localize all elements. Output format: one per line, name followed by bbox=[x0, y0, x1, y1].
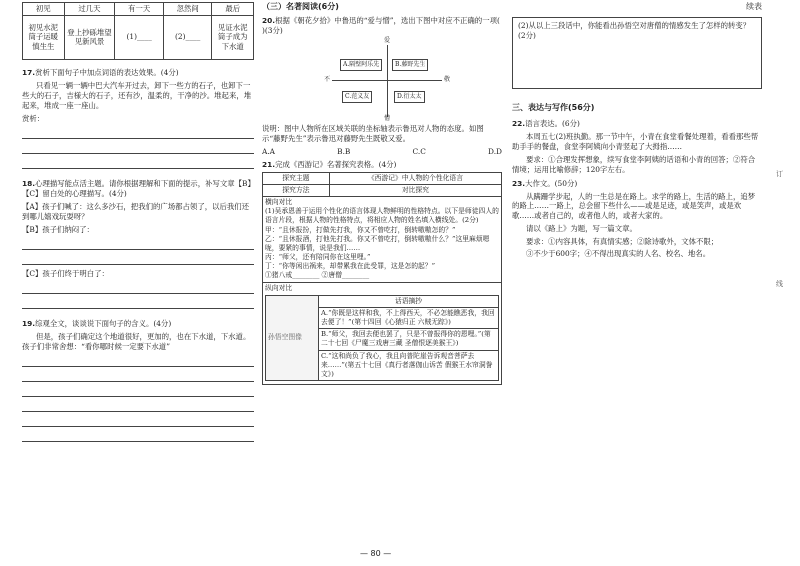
answer-label: 赏析： bbox=[22, 113, 45, 123]
answer-line[interactable] bbox=[22, 429, 254, 442]
excerpt-table bbox=[265, 295, 499, 381]
diagram-box-a: A.隔壁阿乐先 bbox=[340, 59, 382, 71]
table-row bbox=[23, 15, 254, 59]
answer-line[interactable] bbox=[22, 296, 254, 309]
table-cell: 初见水泥筒子运暖慎生生 bbox=[23, 15, 65, 59]
axis-label-right: 敬 bbox=[444, 75, 451, 83]
section-heading: 三、表达与写作(56分) bbox=[512, 102, 595, 112]
table-header-cell: 初见 bbox=[23, 3, 65, 16]
prompt-b: 【B】孩子们纳闷了： bbox=[22, 224, 94, 234]
answer-line[interactable] bbox=[22, 141, 254, 154]
column-right bbox=[512, 0, 762, 259]
table-row bbox=[263, 184, 502, 196]
question-number: 17. bbox=[22, 67, 36, 77]
vertical-axis bbox=[387, 45, 388, 117]
essay-title-instruction: 请以《路上》为题，写一篇文章。 bbox=[526, 224, 637, 234]
exploration-table bbox=[262, 172, 502, 385]
answer-line[interactable] bbox=[22, 281, 254, 294]
question-prompt: 完成《西游记》名著探究表格。(4分) bbox=[275, 159, 397, 169]
question-number: 20. bbox=[262, 15, 276, 25]
table-header-row bbox=[23, 3, 254, 16]
question-22 bbox=[512, 119, 762, 175]
answer-line[interactable] bbox=[22, 354, 254, 367]
table-header-cell: 忽然间 bbox=[163, 3, 212, 16]
answer-line[interactable] bbox=[22, 399, 254, 412]
answer-line[interactable] bbox=[22, 237, 254, 250]
excerpt-c: C.“这和尚负了我心，我且向普陀崖告诉观音菩萨去来……”(第五十七回《真行者落伽山诉苦 假猴王水帘洞誊文》) bbox=[319, 350, 499, 381]
question-number: 23. bbox=[512, 178, 526, 188]
question-number: 22. bbox=[512, 118, 526, 128]
subheading: 横向对比 bbox=[265, 198, 293, 207]
essay-requirements: ③不少于600字；④不得出现真实的人名、校名、地名。 bbox=[526, 249, 711, 259]
table-row bbox=[263, 197, 502, 283]
table-cell bbox=[263, 197, 502, 283]
answer-line[interactable] bbox=[22, 126, 254, 139]
continued-label: 续表 bbox=[746, 2, 762, 11]
table-cell: 见证水泥筒子成为下水道 bbox=[212, 15, 254, 59]
table-cell: 对比探究 bbox=[329, 184, 501, 196]
question-21 bbox=[262, 160, 502, 385]
question-prompt: 语言表达。(6分) bbox=[525, 118, 580, 128]
monkey-king-picture: 孙悟空图像 bbox=[266, 295, 319, 380]
option-d[interactable]: D.D bbox=[488, 146, 502, 156]
question-prompt: 心理描写能点活主题。请你根据理解和下面的提示，补写文章【B】【C】留白处的心理描写。(4分) bbox=[22, 178, 252, 198]
quote-jia: 甲：“且休报扮，打做先打我，你又不曾吃打，倒转嗷嗷怎的？” bbox=[265, 225, 456, 234]
answer-line[interactable] bbox=[22, 369, 254, 382]
continued-box bbox=[512, 17, 762, 89]
table-header-cell: 有一天 bbox=[115, 3, 164, 16]
question-19 bbox=[22, 319, 254, 442]
question-prompt: 综观全文，谈谈说下面句子的含义。(4分) bbox=[35, 318, 172, 328]
essay-requirements: 要求：①内容具体，有真情实感；②除诗歌外，文体不限； bbox=[526, 237, 719, 247]
table-row bbox=[266, 295, 499, 307]
section-heading: （三）名著阅读(6分) bbox=[262, 2, 339, 11]
axis-label-top: 爱 bbox=[384, 36, 391, 44]
requirements-text: 要求：①合理发挥想象，续写食堂李阿姨的话语和小青的回答；②符合情境；运用比喻修辞；120字左右。 bbox=[512, 154, 756, 174]
table-cell bbox=[263, 282, 502, 385]
quote-yi: 乙：“且休报酒，打他先打我。你又不曾吃打，倒转嗷嗷什么？”这里麻烦嗯咙，要紧的事情，说是我们…… bbox=[265, 234, 490, 252]
excerpt-a: A.“你既是这样和我，不上得西天，不必怎能瞧恶我，我回去便了！”(第十四回《心猿归正 六贼无踪》) bbox=[319, 307, 499, 328]
answer-line[interactable] bbox=[22, 156, 254, 169]
task-text: (1)吴承恩善于运用个性化的语言体现人物鲜明的性格特点。以下是师徒四人的语言片段，根据人物的性格特点，将相应人物的姓名填入横线处。(2分) bbox=[265, 207, 499, 225]
column-left bbox=[22, 0, 254, 442]
diagram-box-b: B.藤野先生 bbox=[392, 59, 428, 71]
question-prompt: 根据《朝花夕拾》中鲁迅的“爱与憎”，选出下图中对应不正确的一项( )(3分) bbox=[262, 15, 500, 35]
prompt-a: 【A】孩子们喊了：这么多沙石，把我们的广场都占领了，以后我们还到哪儿嬉戏玩耍呀？ bbox=[22, 201, 250, 221]
prompt-c: 【C】孩子们终于明白了： bbox=[22, 268, 109, 278]
question-number: 19. bbox=[22, 318, 36, 328]
diagram-box-d: D.衍太太 bbox=[394, 91, 425, 103]
table-row bbox=[263, 282, 502, 385]
subheading: 纵向对比 bbox=[265, 283, 293, 292]
axis-label-bottom: 憎 bbox=[384, 114, 391, 122]
table-cell: 探究主题 bbox=[263, 172, 330, 184]
diagram-box-c: C.范义友 bbox=[342, 91, 372, 103]
table-header-cell: 话语摘抄 bbox=[319, 295, 499, 307]
table-row bbox=[263, 172, 502, 184]
question-prompt: 赏析下面句子中加点词语的表达效果。(4分) bbox=[35, 67, 179, 77]
table-header-cell: 过几天 bbox=[64, 3, 115, 16]
options bbox=[262, 147, 502, 157]
question-prompt: 大作文。(50分) bbox=[525, 178, 578, 188]
option-b[interactable]: B.B bbox=[337, 146, 351, 156]
table-cell: 登上抄砾堆望见新风景 bbox=[64, 15, 115, 59]
question-quote: 只看见一辆一辆中巴大汽车开过去，卸下一些方的石子，也卸下一些大的石子，吉様大的石子，还有沙，温柔的，干净的沙。堆起来，堆起来，堆成一座一座山。 bbox=[22, 80, 252, 110]
question-23 bbox=[512, 179, 762, 260]
excerpt-b: B.“师父，我回去便也罢了，只是不曾报得你的恩哩。”(第二十七回《尸魔三戏唐三藏 圣僧恨逐美猴王》) bbox=[319, 329, 499, 350]
question-18 bbox=[22, 179, 254, 309]
question-number: 18. bbox=[22, 178, 36, 188]
question-17 bbox=[22, 68, 254, 169]
essay-material: 从蹒跚学步起，人的一生总是在路上。求学的路上，生活的路上，追梦的路上……一路上，总会留下些什么——或是足迹，或是笑声，或是欢歌……或者自己的，或者他人的，或者大家的。 bbox=[512, 191, 756, 221]
page-number: — 80 — bbox=[360, 549, 392, 558]
scenario-text: 本周五七(2)班执勤。那一节中午，小青在食堂看餐处理着，看看那些帮助手手的餐盘，食堂李阿姨向小青竖起了大拇指…… bbox=[512, 131, 759, 151]
answer-line[interactable] bbox=[22, 252, 254, 265]
fill-blanks[interactable]: ①猪八戒________ ②唐僧________ bbox=[265, 271, 370, 280]
option-c[interactable]: C.C bbox=[412, 146, 426, 156]
question-quote: 但是，孩子们确定这个地道很好，更加的，也在下水道，下水道。孩子们非常舍想：“看你哪时候一定要下水道” bbox=[22, 331, 251, 351]
option-a[interactable]: A.A bbox=[262, 146, 276, 156]
question-number: 21. bbox=[262, 159, 276, 169]
table-cell: (1)____ bbox=[115, 15, 164, 59]
question-20 bbox=[262, 16, 502, 157]
answer-line[interactable] bbox=[22, 414, 254, 427]
diagram-explanation: 说明：图中人物所在区域关联的坐标轴表示鲁迅对人物的态度。如图示“藤野先生”表示鲁迅对藤野先生既敬又爱。 bbox=[262, 123, 484, 143]
table-cell: 《西游记》中人物的个性化语言 bbox=[329, 172, 501, 184]
quote-bing: 丙：“师父，还有陪同你在这里哩。” bbox=[265, 253, 371, 262]
table-cell: (2)____ bbox=[163, 15, 212, 59]
column-middle bbox=[262, 0, 502, 385]
binding-mark: 线 bbox=[776, 280, 783, 288]
attitude-diagram bbox=[262, 36, 502, 122]
axis-label-left: 不 bbox=[324, 75, 331, 83]
answer-line[interactable] bbox=[22, 384, 254, 397]
progress-table bbox=[22, 2, 254, 60]
question-prompt: (2)从以上三段话中，你能看出孙悟空对唐僧的情感发生了怎样的转变？(2分) bbox=[518, 20, 751, 40]
binding-mark: 订 bbox=[776, 170, 783, 178]
table-header-cell: 最后 bbox=[212, 3, 254, 16]
quote-ding: 丁：“你等闲出祸来，却带累我在此受罪，这是怎的起？” bbox=[265, 262, 436, 271]
table-cell: 探究方法 bbox=[263, 184, 330, 196]
